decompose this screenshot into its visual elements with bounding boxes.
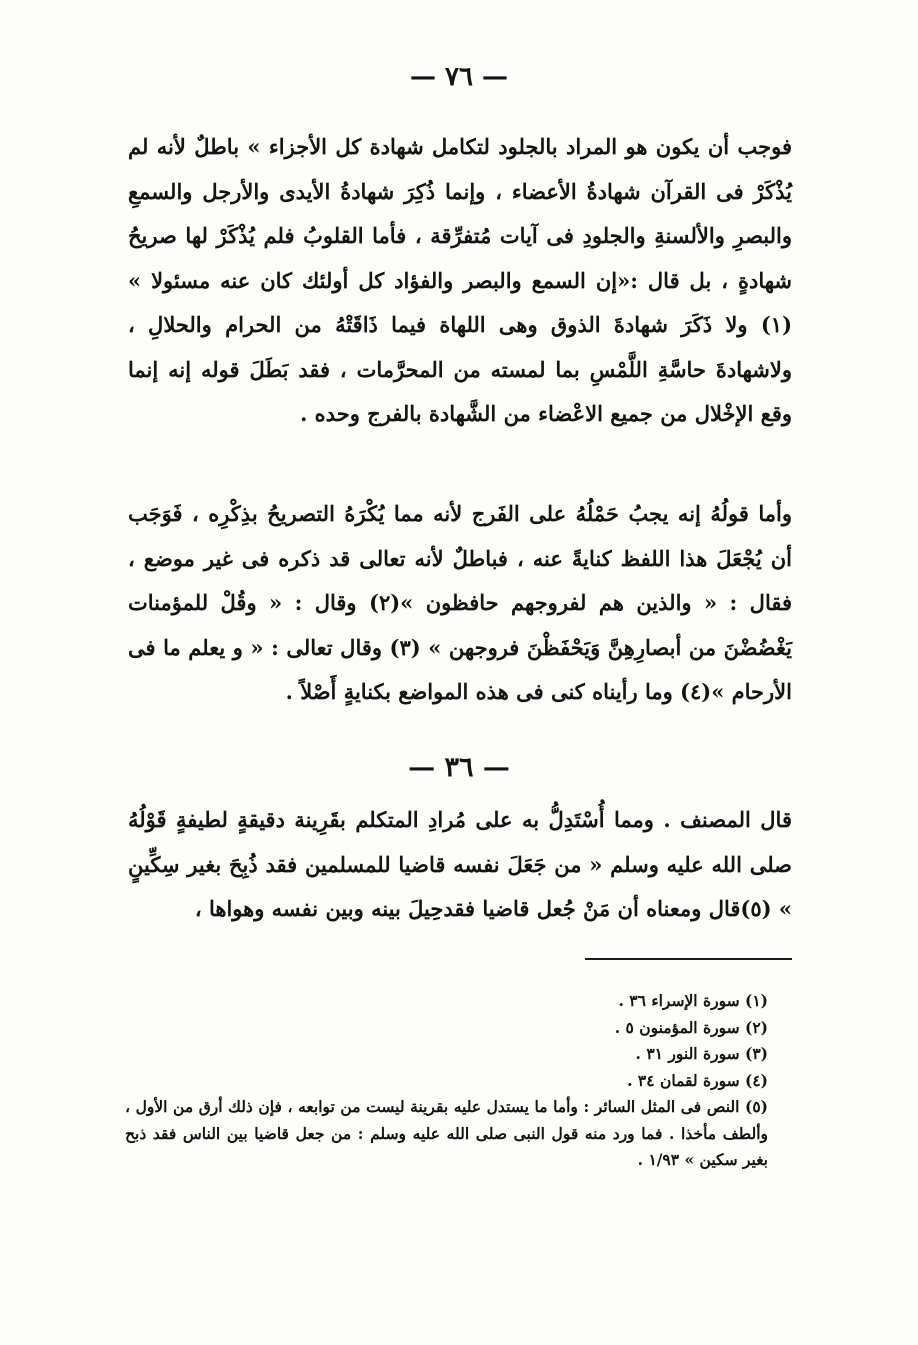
footnote-5: (٥) النص فى المثل السائر : وأما ما يستدل عليه بقرينة ليست من توابعه ، فإن ذلك أرق من الأول ، وألطف مأخذا . فما ورد منه قول النبى صلى الله عليه وسلم : من جعل قاضيا بين الناس فقد ذبح بغير سكين » ١/٩٣ . [125, 1097, 769, 1169]
paragraph-3 [128, 798, 792, 932]
footnotes [125, 988, 796, 1174]
footnote-1: (١) سورة الإسراء ٣٦ . [618, 991, 768, 1010]
footnote-2: (٢) سورة المؤمنون ٥ . [614, 1017, 768, 1037]
paragraph-1 [128, 125, 792, 437]
paragraph-text: فوجب أن يكون هو المراد بالجلود لتكامل شهادة كل الأجزاء » باطلٌ لأنه لم يُذْكَرْ فى القرآن شهادةُ الأعضاء ، وإنما ذُكِرَ شهادةُ الأيدى والأرجل والسمعِ والبصرِ والألسنةِ والجلودِ فى آيات مُتفرِّقة ، فأما القلوبُ فلم يُذْكَرْ لها صريحُ شهادةٍ ، بل قال :«إن السمع والبصر والفؤاد كل أولئك كان عنه مسئولا » (١) ولا ذَكَرَ شهادةَ الذوق وهى اللهاة فيما ذَاقَتْهُ من الحرام والحلالِ ، ولاشهادةَ حاسَّةِ اللَّمْسِ بما لمسته من المحرَّمات ، فقد بَطَلَ قوله إنه إنما وقع الإخْلال من جميع الاعْضاء من الشَّهادة بالفرج وحده . [128, 134, 792, 426]
footnote-4: (٤) سورة لقمان ٣٤ . [627, 1070, 768, 1090]
page-number: — ٧٦ — [409, 62, 509, 92]
paragraph-text: قال المصنف . ومما أُسْتَدِلُّ به على مُرادِ المتكلم بقَرِينة دقيقةٍ لطيفةٍ قَوْلُهُ صلى الله عليه وسلم « من جَعَلَ نفسه قاضيا للمسلمين فقد ذُبِحَ بغير سِكِّينٍ » (٥)قال ومعناه أن مَنْ جُعل قاضيا فقدحِيلَ بينه وبين نفسه وهواها ، [128, 807, 792, 921]
footnote-3: (٣) سورة النور ٣١ . [635, 1044, 768, 1063]
paragraph-2 [128, 492, 792, 715]
section-number: — ٣٦ — [408, 752, 510, 783]
footnote-divider [585, 958, 792, 960]
paragraph-text: وأما قولُهُ إنه يجبُ حَمْلُهُ على الفَرج لأنه مما يُكْرَهُ التصريحُ بذِكْرِه ، فَوَجَب أن يُجْعَلَ هذا اللفظ كنايةً عنه ، فباطلٌ لأنه تعالى قد ذكره فى غير موضع ، فقال : « والذين هم لفروجهم حافظون »(٢) وقال : « وقُلْ للمؤمنات يَغْضُضْنَ من أبصارِهِنَّ وَيَحْفَظْنَ فروجهن » (٣) وقال تعالى : « و يعلم ما فى الأرحام »(٤) وما رأيناه كنى فى هذه المواضع بكنايةٍ أَصْلاً . [128, 501, 792, 704]
